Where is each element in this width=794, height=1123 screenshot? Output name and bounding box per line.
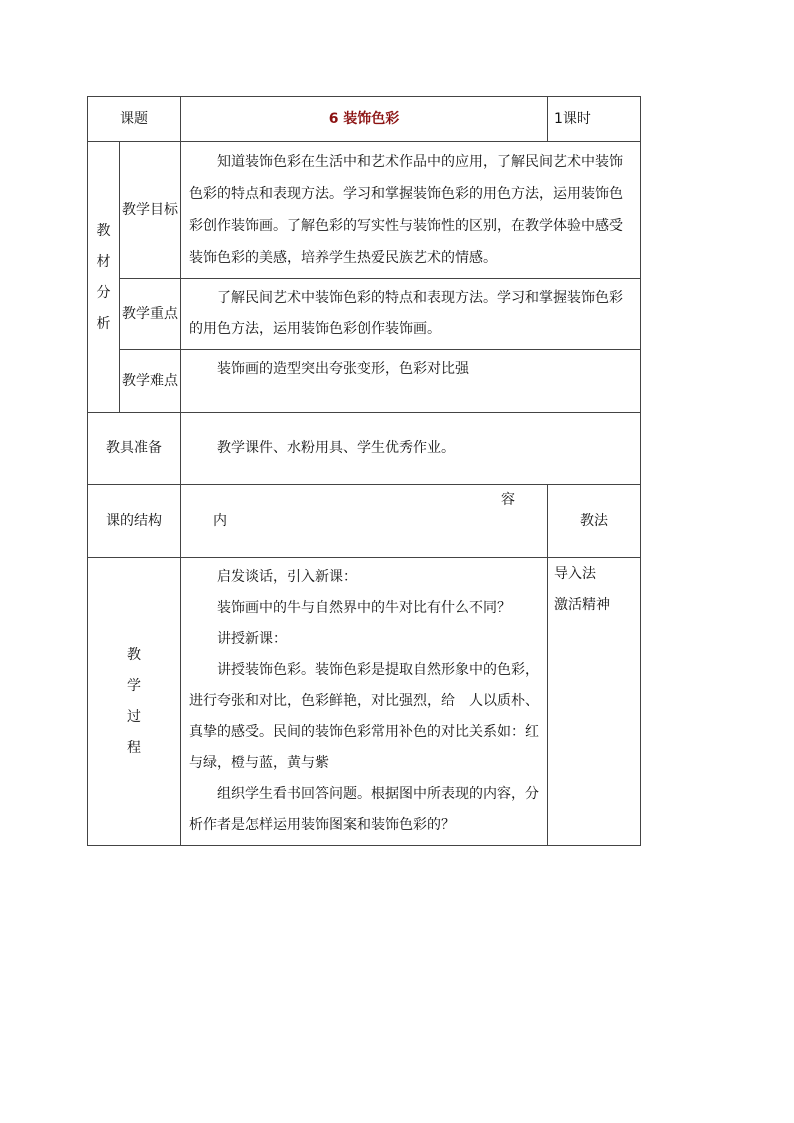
process-line-8: 组织学生看书回答问题。根据图中所表现的内容，分 (217, 786, 539, 802)
lesson-content-header-cell (181, 485, 548, 558)
teaching-process-label-cell (88, 558, 181, 846)
teaching-process-char-2: 学 (127, 677, 141, 694)
teaching-focus-content-cell (181, 279, 641, 350)
teaching-process-row (88, 558, 641, 846)
teaching-difficulty-content: 装饰画的造型突出夸张变形，色彩对比强 (217, 361, 469, 377)
teaching-tools-content-cell (181, 413, 641, 485)
teaching-tools-label: 教具准备 (106, 440, 162, 456)
material-analysis-char-2: 材 (96, 254, 111, 270)
process-line-5a: 进行夸张和对比，色彩鲜艳，对比强烈，给 (189, 693, 455, 709)
lesson-hours-cell (548, 97, 641, 142)
teaching-process-char-4: 程 (127, 739, 141, 756)
process-line-4: 讲授装饰色彩。装饰色彩是提取自然形象中的色彩， (217, 662, 539, 678)
teaching-method-2: 激活精神 (554, 597, 610, 613)
teaching-goal-row (88, 142, 641, 279)
material-analysis-label-cell (88, 142, 120, 413)
teaching-difficulty-label: 教学难点 (122, 372, 178, 389)
process-line-7: 与绿，橙与蓝，黄与紫 (189, 755, 329, 771)
teaching-focus-row (88, 279, 641, 350)
lesson-structure-row (88, 485, 641, 558)
teaching-goal-content: 知道装饰色彩在生活中和艺术作品中的应用，了解民间艺术中装饰色彩的特点和表现方法。学习和掌握装饰色彩的用色方法，运用装饰色彩创作装饰画。了解色彩的写实性与装饰性的区别，在教学体验中感受装饰色彩的美感，培养学生热爱民族艺术的情感。 (189, 154, 623, 266)
teaching-focus-label: 教学重点 (122, 305, 178, 322)
material-analysis-char-3: 分 (96, 285, 111, 301)
teaching-difficulty-content-cell (181, 350, 641, 413)
teaching-method-header-cell (548, 485, 641, 558)
teaching-method-cell (548, 558, 641, 846)
teaching-goal-content-cell (181, 142, 641, 279)
process-line-5 (189, 686, 539, 717)
lesson-content-header-right: 容 (501, 492, 515, 508)
process-line-6: 真挚的感受。民间的装饰色彩常用补色的对比关系如：红 (189, 724, 539, 740)
teaching-difficulty-label-cell (120, 350, 181, 413)
process-line-9: 析作者是怎样运用装饰图案和装饰色彩的？ (189, 817, 455, 833)
teaching-difficulty-row (88, 350, 641, 413)
teaching-goal-label: 教学目标 (122, 201, 178, 218)
lesson-plan-table (87, 96, 641, 846)
teaching-focus-label-cell (120, 279, 181, 350)
lesson-title: 6 装饰色彩 (328, 110, 400, 127)
teaching-process-char-3: 过 (127, 708, 141, 725)
lesson-structure-label-cell (88, 485, 181, 558)
material-analysis-char-4: 析 (96, 316, 111, 332)
teaching-goal-label-cell (120, 142, 181, 279)
teaching-tools-content: 教学课件、水粉用具、学生优秀作业。 (217, 440, 455, 456)
teaching-method-header: 教法 (580, 512, 608, 529)
lesson-hours: 1课时 (554, 111, 591, 127)
teaching-process-char-1: 教 (127, 646, 141, 663)
process-line-1: 启发谈话，引入新课： (217, 569, 357, 585)
teaching-focus-content: 了解民间艺术中装饰色彩的特点和表现方法。学习和掌握装饰色彩的用色方法，运用装饰色彩创作装饰画。 (189, 290, 623, 337)
teaching-process-content-cell (181, 558, 548, 846)
teaching-tools-row (88, 413, 641, 485)
process-line-2: 装饰画中的牛与自然界中的牛对比有什么不同？ (217, 600, 511, 616)
material-analysis-char-1: 教 (96, 223, 111, 239)
teaching-method-1: 导入法 (554, 566, 596, 582)
teaching-tools-label-cell (88, 413, 181, 485)
lesson-title-row (88, 97, 641, 142)
lesson-title-cell (181, 97, 548, 142)
process-line-3: 讲授新课： (217, 631, 287, 647)
lesson-label: 课题 (120, 110, 148, 127)
lesson-content-header-left: 内 (213, 512, 227, 529)
lesson-label-cell (88, 97, 181, 142)
lesson-structure-label: 课的结构 (106, 512, 162, 529)
process-line-5b: 人以质朴、 (469, 693, 539, 709)
